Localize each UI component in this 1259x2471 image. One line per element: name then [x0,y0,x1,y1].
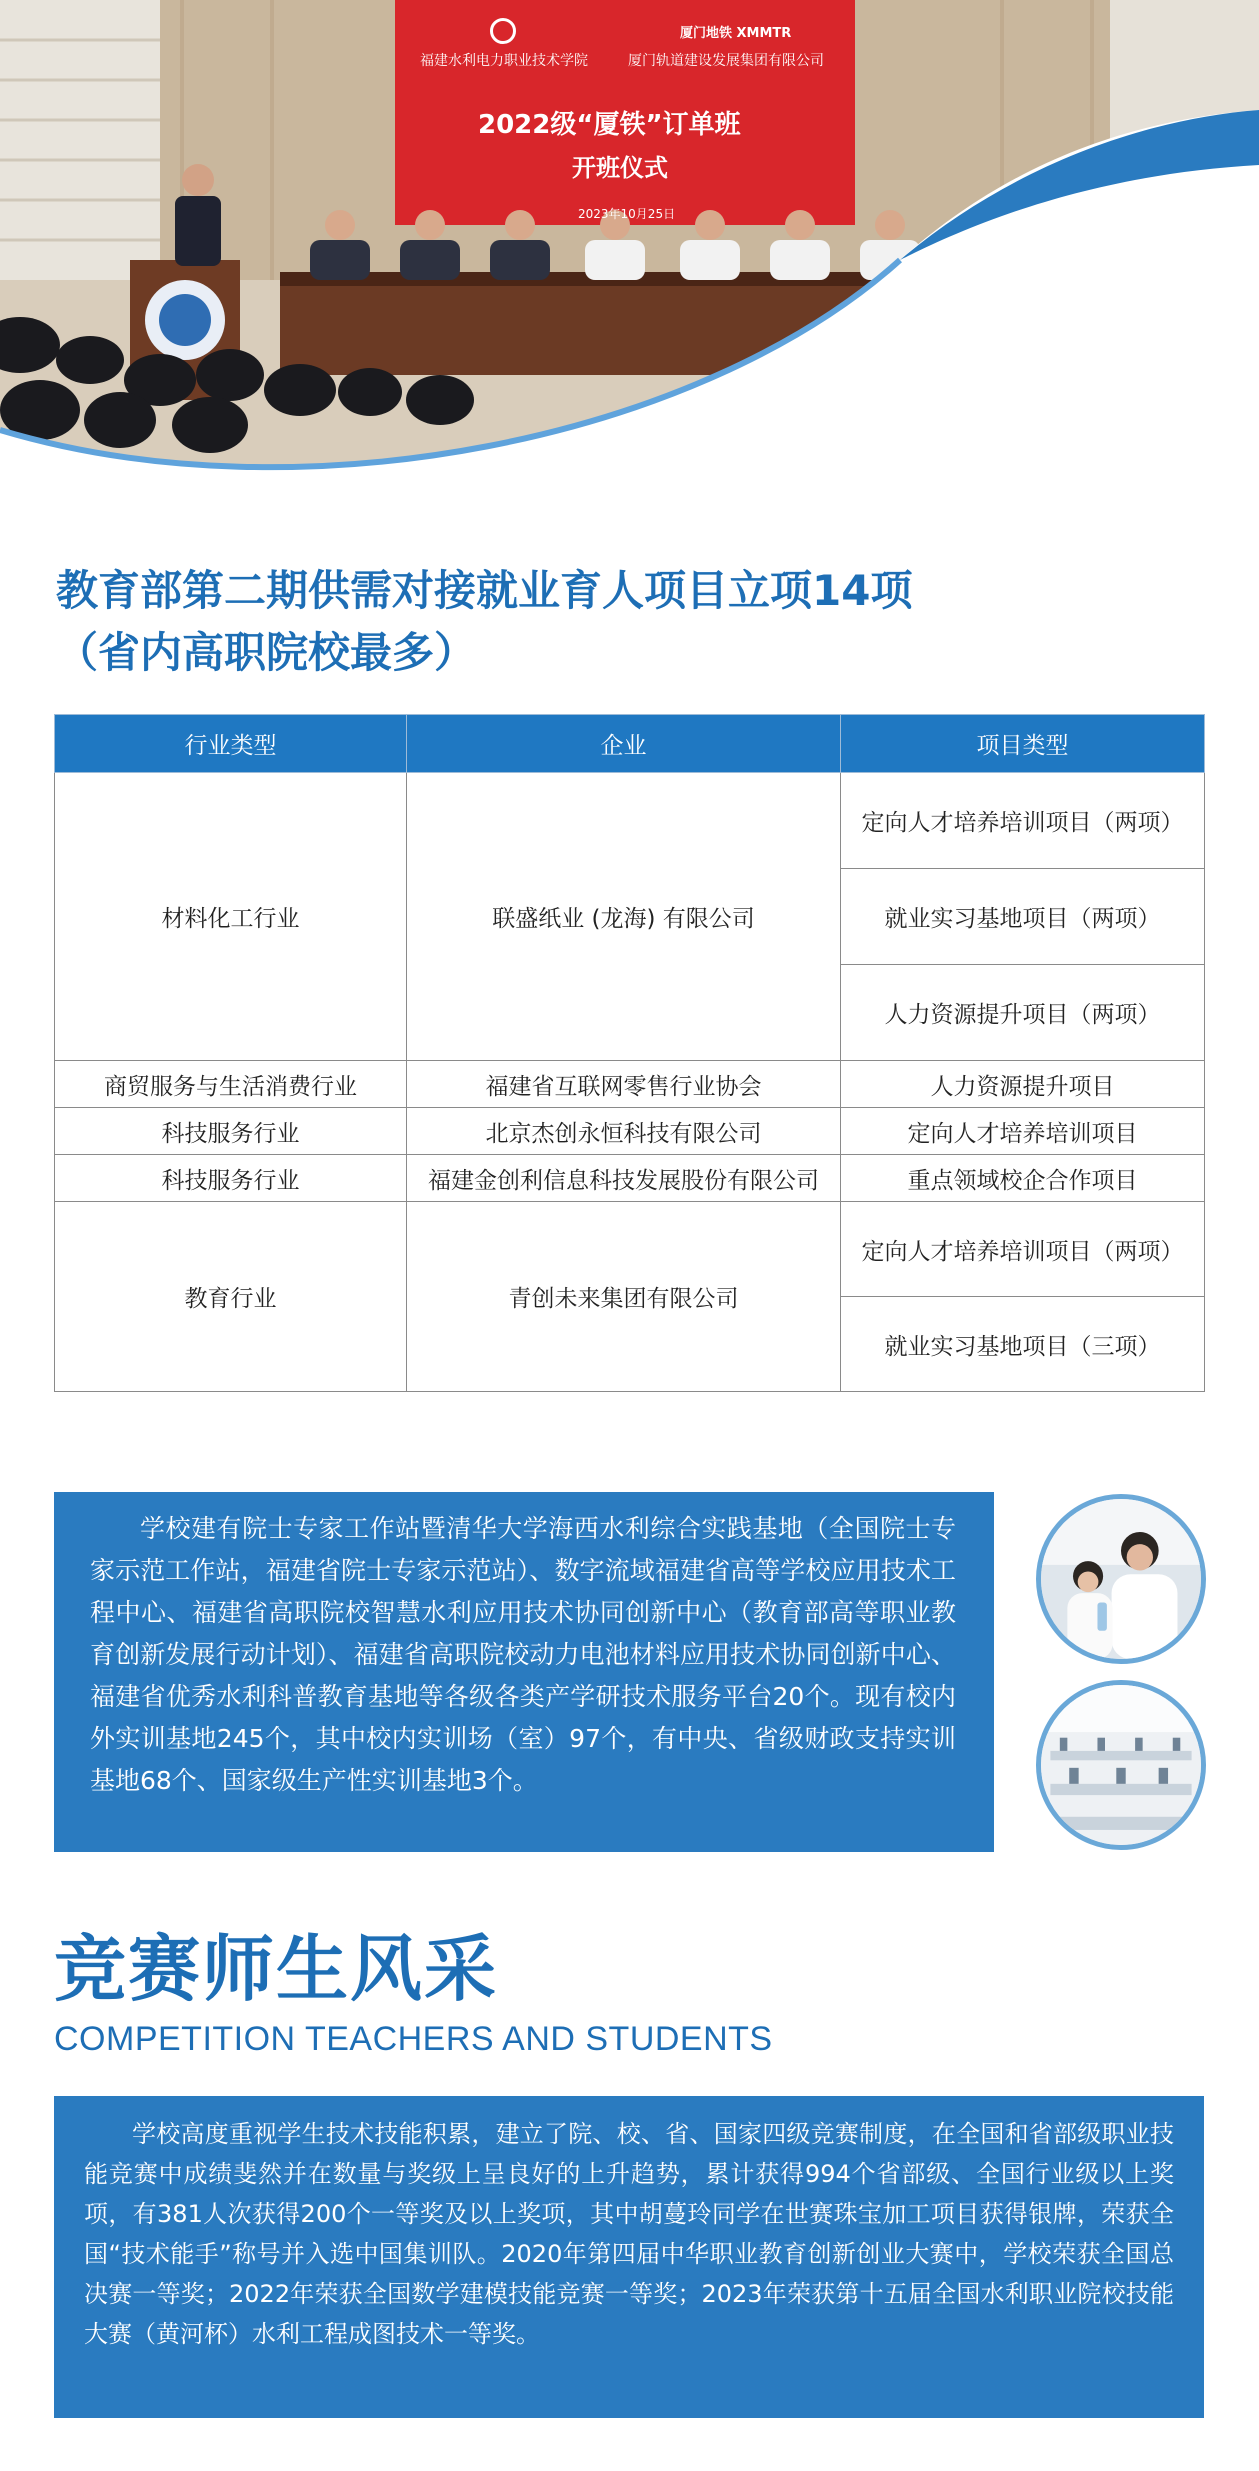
competition-subtitle: COMPETITION TEACHERS AND STUDENTS [54,2020,773,2058]
platforms-info-box [54,1492,994,1852]
company-cell: 福建省互联网零售行业协会 [407,1061,841,1108]
project-cell: 定向人才培养培训项目 [841,1108,1205,1155]
table-row [55,1108,1205,1155]
table-row [55,1155,1205,1202]
banner-title-line2: 开班仪式 [572,154,668,182]
project-cell: 定向人才培养培训项目（两项） [841,1202,1205,1297]
banner-company-logo: 厦门地铁 XMMTR [680,26,792,41]
table-row [55,1202,1205,1297]
page-title-line1: 教育部第二期供需对接就业育人项目立项14项 [56,566,913,615]
company-cell: 福建金创利信息科技发展股份有限公司 [407,1155,841,1202]
table-header: 行业类型 [55,715,407,773]
competition-info-box [54,2096,1204,2418]
lab-researchers-image [1041,1499,1201,1659]
table-header-row [55,715,1205,773]
ceremony-photo [0,0,1259,500]
table-row [55,1061,1205,1108]
platforms-text: 学校建有院士专家工作站暨清华大学海西水利综合实践基地（全国院士专家示范工作站，福建省院士专家示范站）、数字流域福建省高等学校应用技术工程中心、福建省高职院校智慧水利应用技术协同创新中心（教育部高等职业教育创新发展行动计划）、福建省高职院校动力电池材料应用技术协同创新中心、福建省优秀水利科普教育基地等各级各类产学研技术服务平台20个。现有校内外实训基地245个，其中校内实训场（室）97个，有中央、省级财政支持实训基地68个、国家级生产性实训基地3个。 [90,1514,956,1795]
project-cell: 人力资源提升项目 [841,1061,1205,1108]
banner-title-line1: 2022级“厦铁”订单班 [478,110,741,140]
project-cell: 就业实习基地项目（三项） [841,1297,1205,1392]
company-cell: 联盛纸业 (龙海) 有限公司 [407,773,841,1061]
project-cell: 定向人才培养培训项目（两项） [841,773,1205,869]
company-cell: 青创未来集团有限公司 [407,1202,841,1392]
page-title [56,560,1206,684]
hero-photo [0,0,1259,500]
industry-cell: 教育行业 [55,1202,407,1392]
lab-photo-2 [1036,1680,1206,1850]
industry-cell: 商贸服务与生活消费行业 [55,1061,407,1108]
project-cell: 就业实习基地项目（两项） [841,869,1205,965]
banner-date: 2023年10月25日 [578,207,676,221]
page-title-line2: （省内高职院校最多） [56,628,477,677]
industry-cell: 材料化工行业 [55,773,407,1061]
industry-cell: 科技服务行业 [55,1108,407,1155]
project-cell: 人力资源提升项目（两项） [841,965,1205,1061]
table-row [55,773,1205,869]
table-header: 项目类型 [841,715,1205,773]
competition-title: 竞赛师生风采 [54,1927,499,2011]
project-cell: 重点领域校企合作项目 [841,1155,1205,1202]
projects-table [54,714,1205,1392]
lab-room-image [1041,1685,1201,1845]
competition-text: 学校高度重视学生技术技能积累，建立了院、校、省、国家四级竞赛制度，在全国和省部级职业技能竞赛中成绩斐然并在数量与奖级上呈良好的上升趋势，累计获得994个省部级、全国行业级以上奖项，有381人次获得200个一等奖及以上奖项，其中胡蔓玲同学在世赛珠宝加工项目获得银牌，荣获全国“技术能手”称号并入选中国集训队。2020年第四届中华职业教育创新创业大赛中，学校荣获全国总决赛一等奖；2022年荣获全国数学建模技能竞赛一等奖；2023年荣获第十五届全国水利职业院校技能大赛（黄河杯）水利工程成图技术一等奖。 [84,2120,1174,2348]
banner-school: 福建水利电力职业技术学院 [420,53,588,69]
school-logo-icon [490,18,516,44]
lab-photo-1 [1036,1494,1206,1664]
banner-company: 厦门轨道建设发展集团有限公司 [628,53,824,69]
table-header: 企业 [407,715,841,773]
industry-cell: 科技服务行业 [55,1155,407,1202]
company-cell: 北京杰创永恒科技有限公司 [407,1108,841,1155]
